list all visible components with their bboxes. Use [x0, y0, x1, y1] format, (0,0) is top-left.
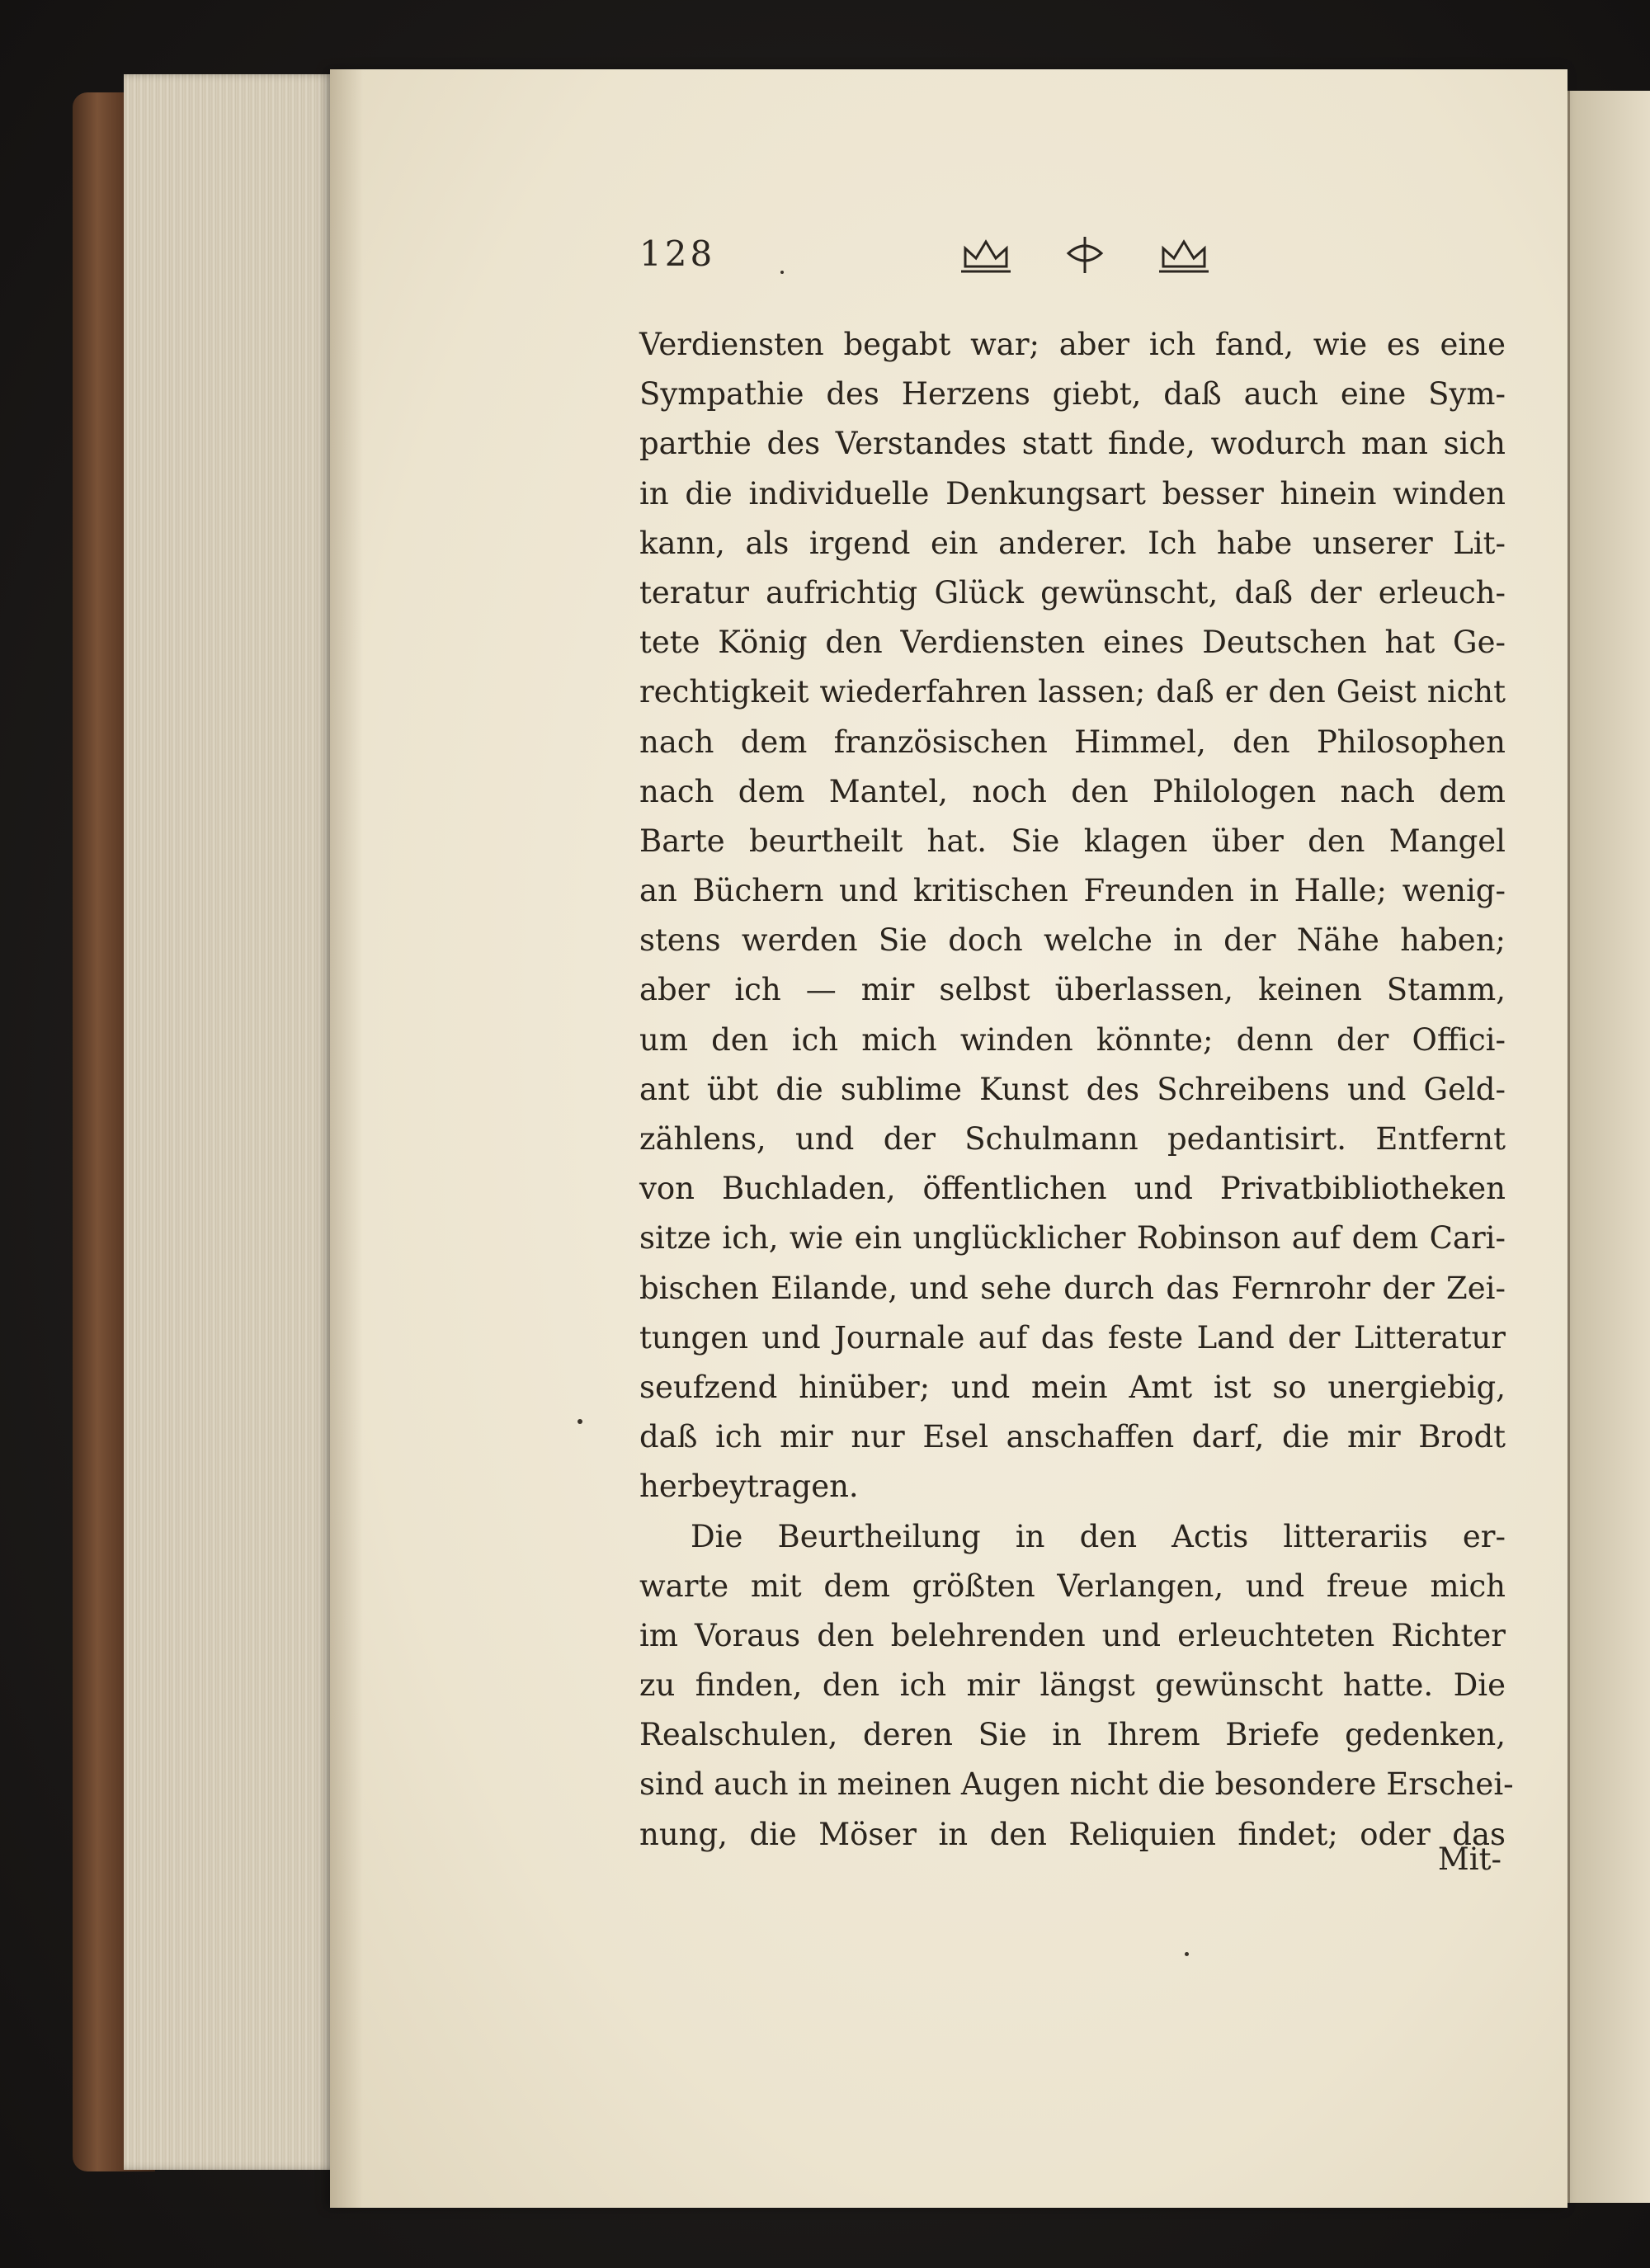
text-line: Die Beurtheilung in den Actis litterariis er- — [691, 1518, 1506, 1554]
text-line: zählens, und der Schulmann pedantisirt. Entfernt — [639, 1121, 1506, 1157]
page-number: 128 — [639, 233, 716, 274]
text-line: nach dem französischen Himmel, den Philosophen — [639, 724, 1506, 760]
text-line: in die individuelle Denkungsart besser hinein winden — [639, 475, 1506, 512]
text-line: rechtigkeit wiederfahren lassen; daß er den Geist nicht — [639, 674, 1506, 710]
text-line: im Voraus den belehrenden und erleuchteten Richter — [639, 1617, 1506, 1653]
text-line: daß ich mir nur Esel anschaffen darf, die mir Brodt — [639, 1419, 1506, 1455]
body-text — [639, 320, 1514, 1860]
text-line: an Büchern und kritischen Freunden in Halle; wenig- — [639, 873, 1506, 909]
text-line: aber ich — mir selbst überlassen, keinen Stamm, — [639, 972, 1506, 1008]
text-line: seufzend hinüber; und mein Amt ist so unergiebig, — [639, 1369, 1506, 1405]
crown-ornament-icon — [953, 230, 1217, 280]
facing-page-edge — [1568, 91, 1650, 2203]
text-line: bischen Eilande, und sehe durch das Fernrohr der Zei- — [639, 1270, 1506, 1306]
text-line: ant übt die sublime Kunst des Schreibens und Geld- — [639, 1071, 1506, 1107]
text-line: Verdiensten begabt war; aber ich fand, wie es eine — [639, 327, 1506, 362]
text-line: um den ich mich winden könnte; denn der Offici- — [639, 1021, 1506, 1058]
text-line: zu finden, den ich mir längst gewünscht hatte. Die — [639, 1667, 1506, 1704]
text-line: tete König den Verdiensten eines Deutschen hat Ge- — [639, 625, 1506, 661]
catchword: Mit- — [1437, 1841, 1502, 1877]
text-line: Realschulen, deren Sie in Ihrem Briefe gedenken, — [639, 1717, 1506, 1753]
text-line: warte mit dem größten Verlangen, und freue mich — [639, 1568, 1506, 1604]
text-line: nach dem Mantel, noch den Philologen nach dem — [639, 773, 1506, 809]
text-line: tungen und Journale auf das feste Land der Litteratur — [639, 1319, 1506, 1356]
text-line: sind auch in meinen Augen nicht die besondere Erschei- — [639, 1766, 1514, 1803]
text-line: parthie des Verstandes statt finde, wodurch man sich — [639, 426, 1506, 462]
paper-speck — [1185, 1952, 1189, 1956]
paper-speck — [780, 271, 784, 274]
text-line: nung, die Möser in den Reliquien findet; oder das — [639, 1816, 1506, 1852]
text-line: sitze ich, wie ein unglücklicher Robinson auf dem Cari- — [639, 1220, 1506, 1257]
paper-speck — [578, 1419, 582, 1424]
page-edges — [124, 74, 338, 2170]
text-line: von Buchladen, öffentlichen und Privatbibliotheken — [639, 1171, 1506, 1207]
text-line: kann, als irgend ein anderer. Ich habe unserer Lit- — [639, 525, 1506, 561]
text-line: Sympathie des Herzens giebt, daß auch eine Sym- — [639, 376, 1506, 413]
gutter-shadow — [330, 69, 363, 2208]
text-line: herbeytragen. — [639, 1469, 859, 1505]
text-line: stens werden Sie doch welche in der Nähe haben; — [639, 922, 1506, 959]
text-line: Barte beurtheilt hat. Sie klagen über den Mangel — [639, 823, 1506, 859]
page-header — [639, 227, 1506, 285]
text-line: teratur aufrichtig Glück gewünscht, daß der erleuch- — [639, 574, 1506, 611]
